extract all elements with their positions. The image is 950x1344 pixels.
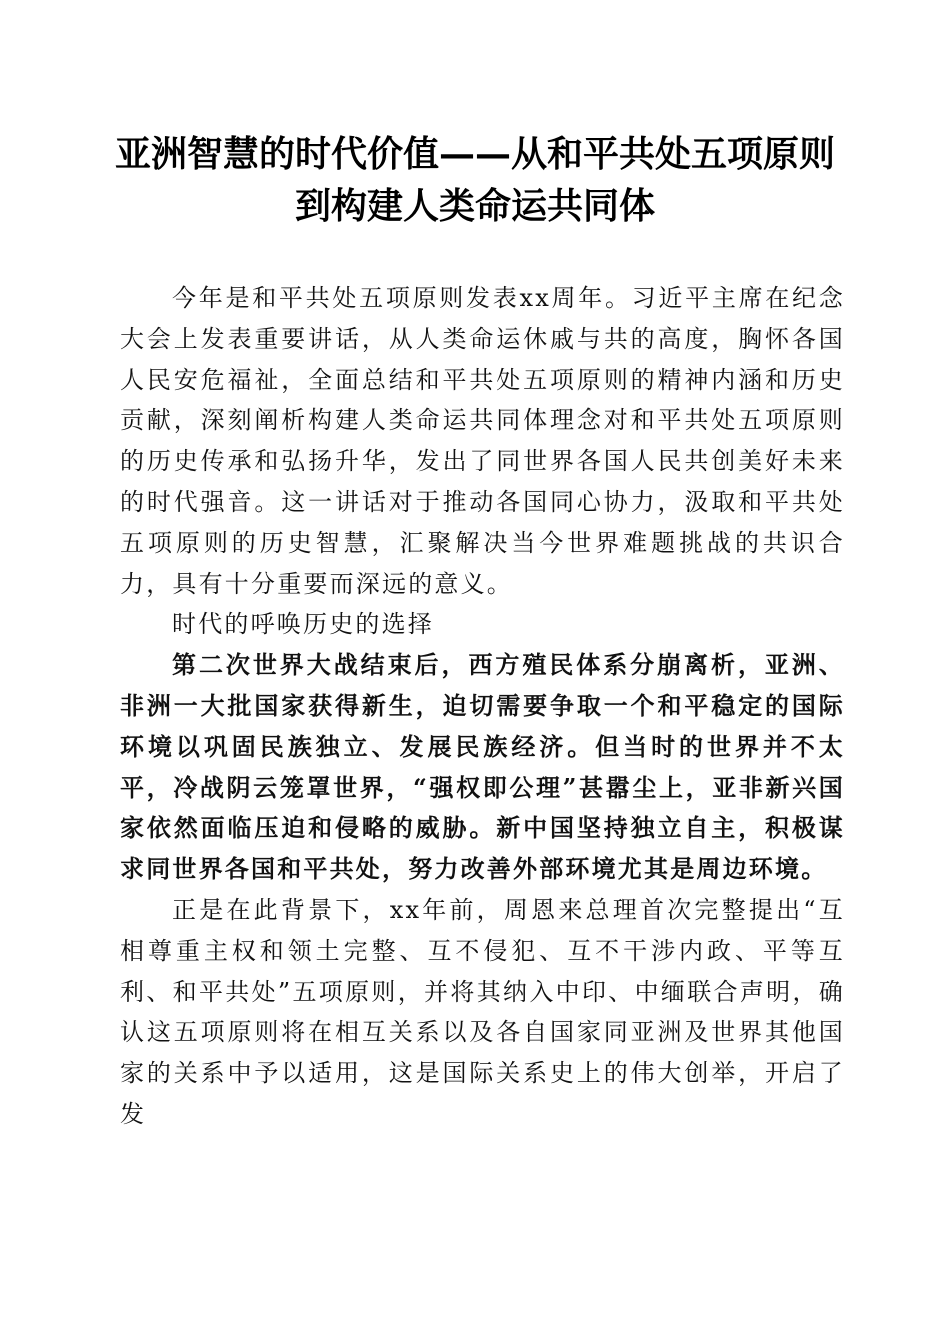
title-line-2: 到构建人类命运共同体	[294, 185, 655, 227]
document-body	[120, 278, 845, 1135]
document-title	[100, 128, 850, 232]
title-line-1: 亚洲智慧的时代价值——从和平共处五项原则	[114, 133, 835, 175]
paragraph-intro: 今年是和平共处五项原则发表xx周年。习近平主席在纪念大会上发表重要讲话，从人类命运休戚与共的高度，胸怀各国人民安危福祉，全面总结和平共处五项原则的精神内涵和历史贡献，深刻阐析构建人类命运共同体理念对和平共处五项原则的历史传承和弘扬升华，发出了同世界各国人民共创美好未来的时代强音。这一讲话对于推动各国同心协力，汲取和平共处五项原则的历史智慧，汇聚解决当今世界难题挑战的共识合力，具有十分重要而深远的意义。	[120, 284, 845, 598]
paragraph-postwar: 第二次世界大战结束后，西方殖民体系分崩离析，亚洲、非洲一大批国家获得新生，迫切需要争取一个和平稳定的国际环境以巩固民族独立、发展民族经济。但当时的世界并不太平，冷战阴云笼罩世界，“强权即公理”甚嚣尘上，亚非新兴国家依然面临压迫和侵略的威胁。新中国坚持独立自主，积极谋求同世界各国和平共处，努力改善外部环境尤其是周边环境。	[120, 650, 845, 884]
section-heading: 时代的呼唤历史的选择	[172, 610, 434, 639]
paragraph-five-principles: 正是在此背景下，xx年前，周恩来总理首次完整提出“互相尊重主权和领土完整、互不侵犯、互不干涉内政、平等互利、和平共处”五项原则，并将其纳入中印、中缅联合声明，确认这五项原则将在相互关系以及各自国家同亚洲及世界其他国家的关系中予以适用，这是国际关系史上的伟大创举，开启了发	[120, 895, 845, 1128]
